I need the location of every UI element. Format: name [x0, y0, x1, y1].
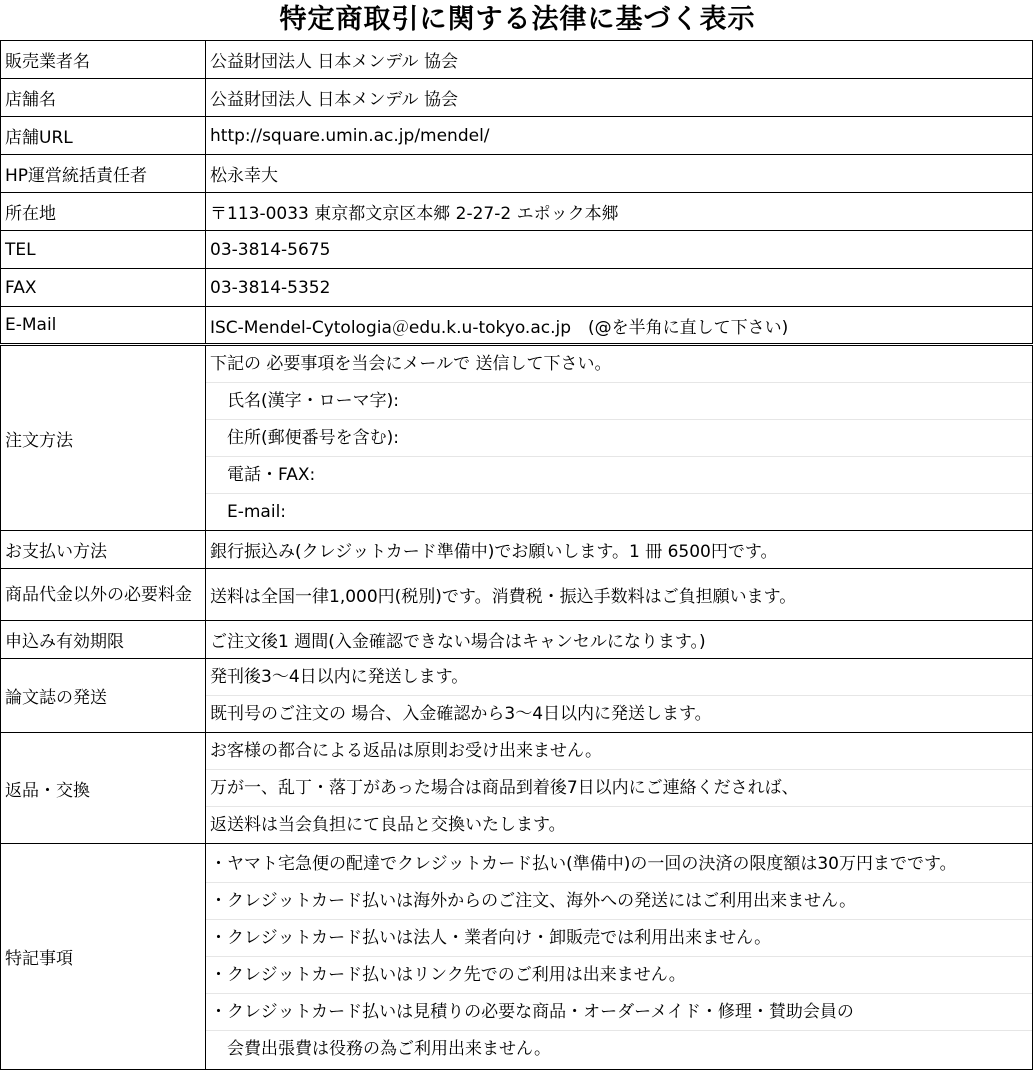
table-row: [1, 41, 1033, 79]
row-label-shipping: 論文誌の発送: [1, 659, 206, 733]
order-line: E-mail:: [210, 502, 287, 522]
table-row: [1, 307, 1033, 345]
notes-line: ・ヤマト宅急便の配達でクレジットカード払い(準備中)の一回の決済の限度額は30万円までです。: [206, 846, 1032, 883]
table-row: [1, 569, 1033, 621]
table-row: [1, 231, 1033, 269]
order-line: 下記の 必要事項を当会にメールで 送信して下さい。: [206, 346, 1032, 383]
notes-line: ・クレジットカード払いは見積りの必要な商品・オーダーメイド・修理・賛助会員の: [206, 994, 1032, 1031]
row-value-fax: 03-3814-5352: [206, 269, 1033, 307]
returns-line: 万が一、乱丁・落丁があった場合は商品到着後7日以内にご連絡くだされば、: [206, 770, 1032, 807]
row-value-email: ISC-Mendel-Cytologia＠edu.k.u-tokyo.ac.jp (@を半角に直して下さい): [206, 307, 1033, 345]
table-row: [1, 117, 1033, 155]
notes-line: 会費出張費は役務の為ご利用出来ません。: [210, 1039, 552, 1059]
row-value-validity: ご注文後1 週間(入金確認できない場合はキャンセルになります。): [206, 621, 1033, 659]
row-value-notes: [206, 844, 1033, 1070]
notes-line: ・クレジットカード払いはリンク先でのご利用は出来ません。: [206, 957, 1032, 994]
row-label-fees: 商品代金以外の必要料金: [1, 569, 206, 621]
row-value-seller: 公益財団法人 日本メンデル 協会: [206, 41, 1033, 79]
table-row: [1, 269, 1033, 307]
table-row: [1, 621, 1033, 659]
table-row: [1, 345, 1033, 531]
row-value-returns: [206, 733, 1033, 844]
order-line: 電話・FAX:: [206, 457, 1032, 494]
notes-line: ・クレジットカード払いは法人・業者向け・卸販売では利用出来ません。: [206, 920, 1032, 957]
table-row: [1, 531, 1033, 569]
row-label-url: 店舗URL: [1, 117, 206, 155]
table-row: [1, 733, 1033, 844]
returns-line: 返送料は当会負担にて良品と交換いたします。: [210, 815, 566, 835]
shipping-line: 既刊号のご注文の 場合、入金確認から3～4日以内に発送します。: [210, 704, 712, 724]
table-row: [1, 193, 1033, 231]
row-label-order: 注文方法: [1, 345, 206, 531]
disclosure-table: [0, 40, 1033, 1070]
row-value-shipping: [206, 659, 1033, 733]
row-label-manager: HP運営統括責任者: [1, 155, 206, 193]
row-value-url: http://square.umin.ac.jp/mendel/: [206, 117, 1033, 155]
returns-line: お客様の都合による返品は原則お受け出来ません。: [206, 733, 1032, 770]
row-label-email: E-Mail: [1, 307, 206, 345]
row-value-shop: 公益財団法人 日本メンデル 協会: [206, 79, 1033, 117]
table-row: [1, 155, 1033, 193]
row-value-fees: 送料は全国一律1,000円(税別)です。消費税・振込手数料はご負担願います。: [206, 569, 1033, 621]
row-value-address: 〒113-0033 東京都文京区本郷 2-27-2 エポック本郷: [206, 193, 1033, 231]
row-label-notes: 特記事項: [1, 844, 206, 1070]
order-line: 住所(郵便番号を含む):: [206, 420, 1032, 457]
row-label-validity: 申込み有効期限: [1, 621, 206, 659]
table-row: [1, 844, 1033, 1070]
row-label-returns: 返品・交換: [1, 733, 206, 844]
row-value-payment: 銀行振込み(クレジットカード準備中)でお願いします。1 冊 6500円です。: [206, 531, 1033, 569]
row-value-manager: 松永幸大: [206, 155, 1033, 193]
table-row: [1, 79, 1033, 117]
row-value-tel: 03-3814-5675: [206, 231, 1033, 269]
row-value-order: [206, 345, 1033, 531]
notes-line: ・クレジットカード払いは海外からのご注文、海外への発送にはご利用出来ません。: [206, 883, 1032, 920]
row-label-fax: FAX: [1, 269, 206, 307]
row-label-payment: お支払い方法: [1, 531, 206, 569]
row-label-shop: 店舗名: [1, 79, 206, 117]
row-label-address: 所在地: [1, 193, 206, 231]
order-line: 氏名(漢字・ローマ字):: [206, 383, 1032, 420]
table-row: [1, 659, 1033, 733]
page-title: 特定商取引に関する法律に基づく表示: [279, 4, 756, 35]
row-label-seller: 販売業者名: [1, 41, 206, 79]
row-label-tel: TEL: [1, 231, 206, 269]
shipping-line: 発刊後3～4日以内に発送します。: [206, 659, 1032, 696]
